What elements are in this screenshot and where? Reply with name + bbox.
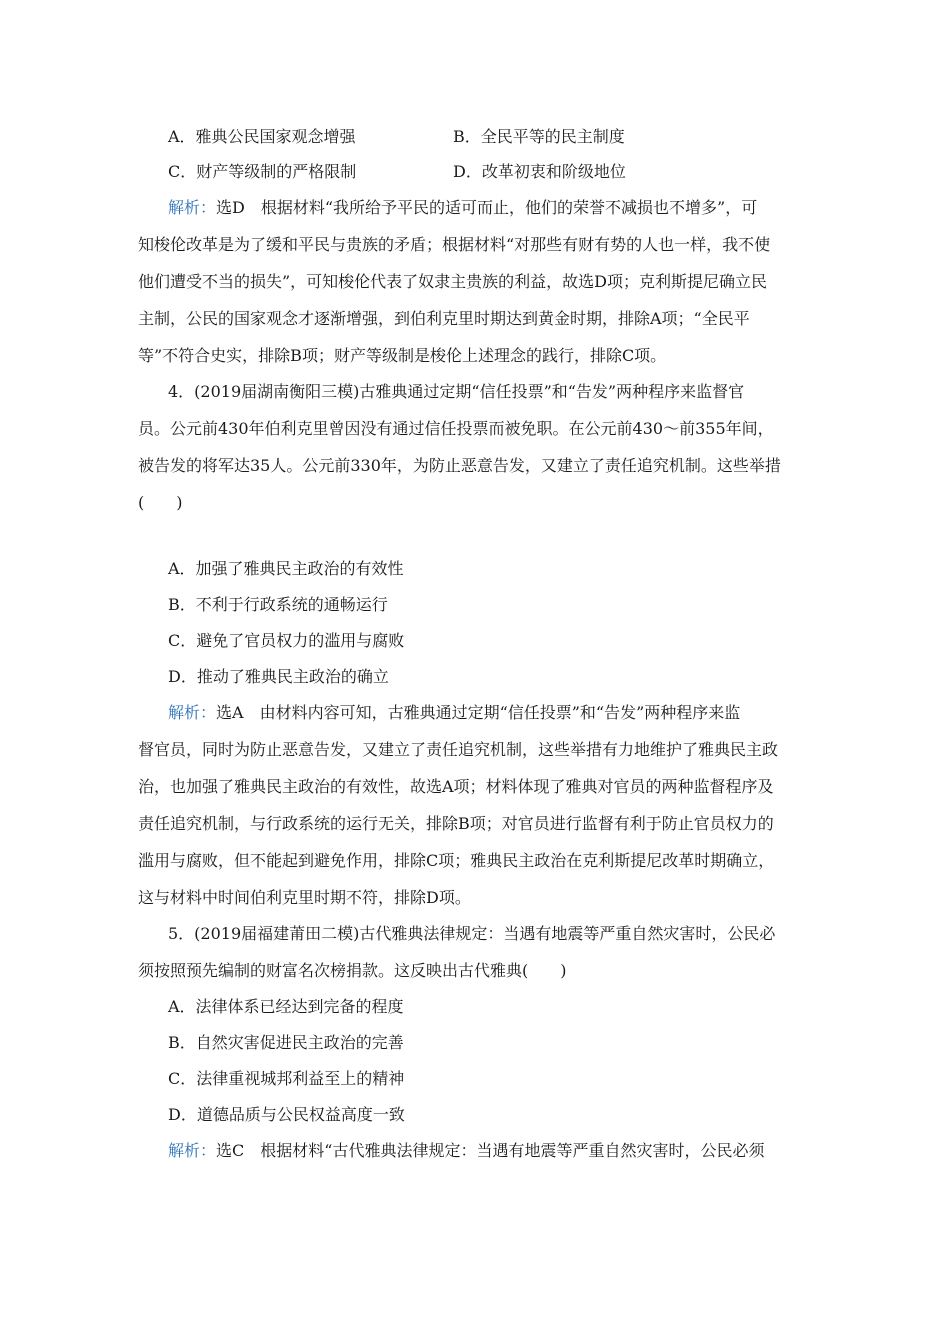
analysis-text: 选C 根据材料“古代雅典法律规定：当遇有地震等严重自然灾害时，公民必须	[216, 1141, 765, 1160]
q4-analysis-line-2: 督官员，同时为防止恶意告发，又建立了责任追究机制，这些举措有力地维护了雅典民主政	[138, 740, 779, 759]
q5-analysis-line-1	[168, 1141, 848, 1161]
q4-option-d: D．推动了雅典民主政治的确立	[168, 667, 389, 686]
q3-options-row-1	[168, 127, 848, 147]
q3-analysis-line-3: 他们遭受不当的损失”，可知梭伦代表了奴隶主贵族的利益，故选D项；克利斯提尼确立民	[138, 272, 768, 291]
q4-answer-blank: ( )	[138, 493, 183, 512]
q3-option-c: C．财产等级制的严格限制	[168, 162, 357, 181]
q4-analysis-line-3: 治，也加强了雅典民主政治的有效性，故选A项；材料体现了雅典对官员的两种监督程序及	[138, 777, 774, 796]
q4-analysis-line-4: 责任追究机制，与行政系统的运行无关，排除B项；对官员进行监督有利于防止官员权力的	[138, 814, 774, 833]
q5-option-d: D．道德品质与公民权益高度一致	[168, 1105, 405, 1124]
q3-analysis-line-1	[168, 198, 848, 218]
analysis-text: 选A 由材料内容可知，古雅典通过定期“信任投票”和“告发”两种程序来监	[216, 703, 741, 722]
q5-stem-line-2: 须按照预先编制的财富名次榜捐款。这反映出古代雅典( )	[138, 961, 567, 980]
q5-stem-line-1: 5．(2019届福建莆田二模)古代雅典法律规定：当遇有地震等严重自然灾害时，公民必	[168, 924, 776, 943]
q4-stem-line-3: 被告发的将军达35人。公元前330年，为防止恶意告发，又建立了责任追究机制。这些举措	[138, 456, 781, 475]
analysis-label: 解析：	[168, 703, 217, 722]
q3-option-d: D．改革初衷和阶级地位	[453, 162, 626, 181]
q5-option-a: A．法律体系已经达到完备的程度	[168, 997, 404, 1016]
q4-analysis-line-1	[168, 703, 848, 723]
q4-stem-line-2: 员。公元前430年伯利克里曾因没有通过信任投票而被免职。在公元前430～前355年间，	[138, 419, 774, 438]
q4-option-b: B．不利于行政系统的通畅运行	[168, 595, 388, 614]
q4-analysis-line-5: 滥用与腐败，但不能起到避免作用，排除C项；雅典民主政治在克利斯提尼改革时期确立，	[138, 851, 775, 870]
q5-option-b: B．自然灾害促进民主政治的完善	[168, 1033, 404, 1052]
q5-option-c: C．法律重视城邦利益至上的精神	[168, 1069, 405, 1088]
q4-analysis-line-6: 这与材料中时间伯利克里时期不符，排除D项。	[138, 888, 471, 907]
q3-option-a: A．雅典公民国家观念增强	[168, 127, 356, 146]
analysis-text: 选D 根据材料“我所给予平民的适可而止，他们的荣誉不减损也不增多”，可	[216, 198, 758, 217]
q4-stem-line-1: 4．(2019届湖南衡阳三模)古雅典通过定期“信任投票”和“告发”两种程序来监督官	[168, 382, 745, 401]
q3-analysis-line-4: 主制，公民的国家观念才逐渐增强，到伯利克里时期达到黄金时期，排除A项；“全民平	[138, 309, 750, 328]
q4-option-c: C．避免了官员权力的滥用与腐败	[168, 631, 405, 650]
q3-analysis-line-5: 等”不符合史实，排除B项；财产等级制是梭伦上述理念的践行，排除C项。	[138, 346, 667, 365]
analysis-label: 解析：	[168, 198, 217, 217]
q3-option-b: B．全民平等的民主制度	[453, 127, 625, 146]
q3-options-row-2	[168, 162, 848, 182]
analysis-label: 解析：	[168, 1141, 217, 1160]
q4-option-a: A．加强了雅典民主政治的有效性	[168, 559, 404, 578]
q3-analysis-line-2: 知梭伦改革是为了缓和平民与贵族的矛盾；根据材料“对那些有财有势的人也一样，我不使	[138, 235, 771, 254]
